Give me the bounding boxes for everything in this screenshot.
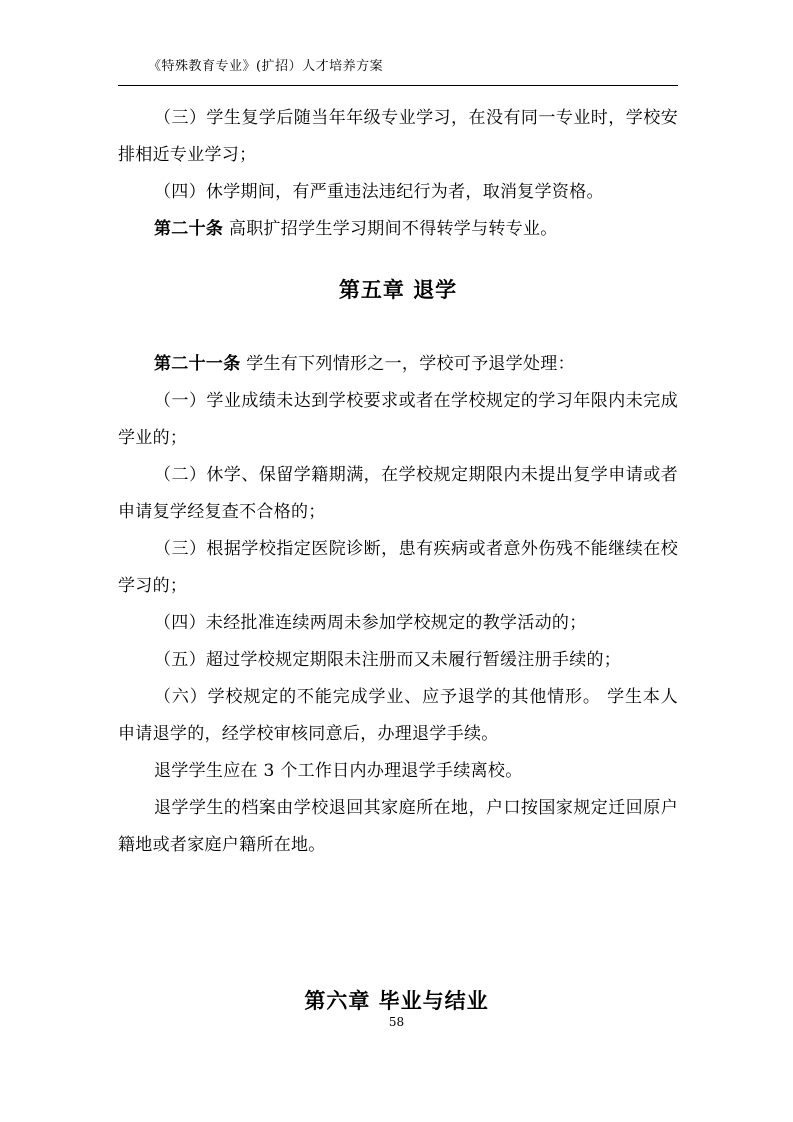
- chapter-5-heading: 第五章 退学: [338, 277, 458, 302]
- article-21-label: 第二十一条: [154, 354, 241, 374]
- item-5: （五）超过学校规定期限未注册而又未履行暂缓注册手续的；: [154, 650, 622, 670]
- article-20-text: 高职扩招学生学习期间不得转学与转专业。: [223, 219, 558, 239]
- running-header: 《特殊教育专业》(扩招）人才培养方案: [148, 59, 384, 74]
- item-2: （二）休学、保留学籍期满，在学校规定期限内未提出复学申请或者申请复学经复查不合格的；: [118, 465, 678, 522]
- paragraph-leave-school: 退学学生应在 3 个工作日内办理退学手续离校。: [154, 761, 523, 781]
- article-21: [118, 346, 678, 383]
- item-3: （三）根据学校指定医院诊断，患有疾病或者意外伤残不能继续在校学习的；: [118, 539, 678, 596]
- item-6: （六）学校规定的不能完成学业、应予退学的其他情形。 学生本人申请退学的，经学校审核同意后，办理退学手续。: [118, 687, 678, 744]
- item-1: （一）学业成绩未达到学校要求或者在学校规定的学习年限内未完成学业的；: [118, 391, 678, 448]
- page-body: [118, 100, 678, 864]
- paragraph-suspension-violation: （四）休学期间，有严重违法违纪行为者，取消复学资格。: [154, 182, 604, 202]
- header-rule: [118, 85, 678, 86]
- paragraph-archive-return: 退学学生的档案由学校退回其家庭所在地，户口按国家规定迁回原户籍地或者家庭户籍所在地。: [118, 798, 678, 855]
- article-20-label: 第二十条: [154, 219, 224, 239]
- item-4: （四）未经批准连续两周未参加学校规定的教学活动的；: [154, 613, 587, 633]
- article-20: [118, 211, 678, 248]
- chapter-6-heading: 第六章 毕业与结业: [304, 988, 489, 1013]
- page-number: 58: [388, 1015, 405, 1029]
- article-21-text: 学生有下列情形之一，学校可予退学处理：: [240, 354, 575, 374]
- paragraph-resume-study: （三）学生复学后随当年年级专业学习，在没有同一专业时，学校安排相近专业学习；: [118, 108, 678, 165]
